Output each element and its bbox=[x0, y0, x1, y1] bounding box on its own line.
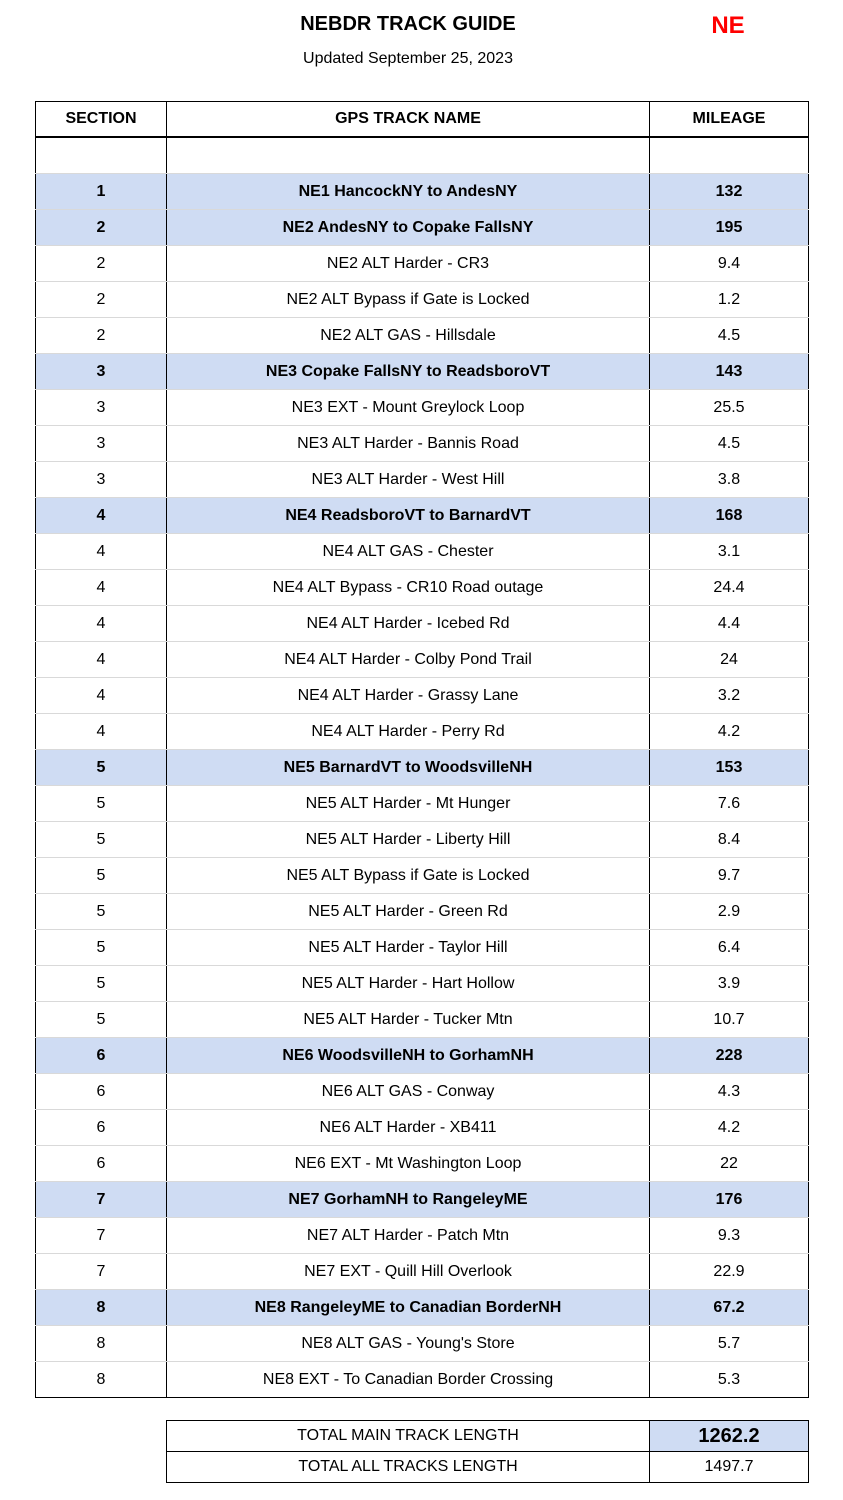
table-row bbox=[36, 894, 809, 930]
mileage-cell: 132 bbox=[650, 174, 809, 210]
section-cell: 6 bbox=[36, 1110, 167, 1146]
section-cell: 5 bbox=[36, 750, 167, 786]
track-name-cell: NE5 ALT Harder - Mt Hunger bbox=[167, 786, 650, 822]
mileage-cell: 3.2 bbox=[650, 678, 809, 714]
mileage-cell: 9.4 bbox=[650, 246, 809, 282]
mileage-cell bbox=[650, 137, 809, 174]
mileage-cell: 4.3 bbox=[650, 1074, 809, 1110]
table-row bbox=[36, 822, 809, 858]
totals-table bbox=[166, 1420, 809, 1483]
track-name-cell: NE5 ALT Bypass if Gate is Locked bbox=[167, 858, 650, 894]
mileage-cell: 9.3 bbox=[650, 1218, 809, 1254]
column-header-track-name: GPS TRACK NAME bbox=[167, 102, 650, 138]
section-cell: 3 bbox=[36, 354, 167, 390]
track-name-cell: NE2 ALT Bypass if Gate is Locked bbox=[167, 282, 650, 318]
section-cell: 4 bbox=[36, 642, 167, 678]
track-name-cell: NE8 EXT - To Canadian Border Crossing bbox=[167, 1362, 650, 1398]
track-name-cell: NE4 ALT Harder - Perry Rd bbox=[167, 714, 650, 750]
track-name-cell: NE4 ALT Harder - Icebed Rd bbox=[167, 606, 650, 642]
section-cell: 3 bbox=[36, 426, 167, 462]
section-cell: 2 bbox=[36, 246, 167, 282]
section-cell: 5 bbox=[36, 930, 167, 966]
track-name-cell: NE5 BarnardVT to WoodsvilleNH bbox=[167, 750, 650, 786]
page-title: NEBDR TRACK GUIDE bbox=[300, 13, 516, 35]
table-row bbox=[36, 714, 809, 750]
track-name-cell: NE7 EXT - Quill Hill Overlook bbox=[167, 1254, 650, 1290]
table-row bbox=[36, 282, 809, 318]
table-row bbox=[36, 1146, 809, 1182]
region-badge: NE bbox=[711, 12, 745, 39]
table-row bbox=[36, 534, 809, 570]
table-row bbox=[36, 1290, 809, 1326]
section-cell: 8 bbox=[36, 1326, 167, 1362]
track-name-cell: NE8 RangeleyME to Canadian BorderNH bbox=[167, 1290, 650, 1326]
mileage-cell: 4.2 bbox=[650, 714, 809, 750]
section-cell: 7 bbox=[36, 1182, 167, 1218]
table-header-row bbox=[36, 102, 809, 138]
mileage-cell: 143 bbox=[650, 354, 809, 390]
total-all-value: 1497.7 bbox=[650, 1452, 809, 1483]
section-cell: 4 bbox=[36, 714, 167, 750]
table-row bbox=[36, 570, 809, 606]
section-cell: 4 bbox=[36, 606, 167, 642]
track-name-cell: NE4 ReadsboroVT to BarnardVT bbox=[167, 498, 650, 534]
section-cell: 6 bbox=[36, 1146, 167, 1182]
section-cell: 5 bbox=[36, 966, 167, 1002]
table-row bbox=[36, 318, 809, 354]
mileage-cell: 8.4 bbox=[650, 822, 809, 858]
table-row bbox=[36, 1038, 809, 1074]
table-row bbox=[36, 1362, 809, 1398]
mileage-cell: 2.9 bbox=[650, 894, 809, 930]
table-row bbox=[36, 1218, 809, 1254]
section-cell: 6 bbox=[36, 1074, 167, 1110]
mileage-cell: 228 bbox=[650, 1038, 809, 1074]
table-row bbox=[36, 1254, 809, 1290]
mileage-cell: 25.5 bbox=[650, 390, 809, 426]
track-name-cell: NE7 GorhamNH to RangeleyME bbox=[167, 1182, 650, 1218]
section-cell: 2 bbox=[36, 318, 167, 354]
track-table-body bbox=[36, 137, 809, 1398]
section-cell: 7 bbox=[36, 1218, 167, 1254]
track-name-cell: NE5 ALT Harder - Green Rd bbox=[167, 894, 650, 930]
mileage-cell: 24 bbox=[650, 642, 809, 678]
track-name-cell: NE6 ALT GAS - Conway bbox=[167, 1074, 650, 1110]
section-cell: 5 bbox=[36, 858, 167, 894]
total-main-row bbox=[167, 1421, 809, 1452]
section-cell bbox=[36, 137, 167, 174]
track-name-cell: NE1 HancockNY to AndesNY bbox=[167, 174, 650, 210]
track-name-cell: NE5 ALT Harder - Tucker Mtn bbox=[167, 1002, 650, 1038]
mileage-cell: 168 bbox=[650, 498, 809, 534]
section-cell: 5 bbox=[36, 1002, 167, 1038]
mileage-cell: 24.4 bbox=[650, 570, 809, 606]
track-name-cell: NE4 ALT Bypass - CR10 Road outage bbox=[167, 570, 650, 606]
section-cell: 4 bbox=[36, 498, 167, 534]
track-name-cell: NE4 ALT Harder - Colby Pond Trail bbox=[167, 642, 650, 678]
section-cell: 4 bbox=[36, 678, 167, 714]
table-row bbox=[36, 1326, 809, 1362]
track-name-cell: NE5 ALT Harder - Taylor Hill bbox=[167, 930, 650, 966]
table-row bbox=[36, 1110, 809, 1146]
mileage-cell: 195 bbox=[650, 210, 809, 246]
track-name-cell: NE4 ALT GAS - Chester bbox=[167, 534, 650, 570]
total-all-row bbox=[167, 1452, 809, 1483]
track-name-cell: NE6 EXT - Mt Washington Loop bbox=[167, 1146, 650, 1182]
section-cell: 5 bbox=[36, 822, 167, 858]
track-name-cell: NE6 WoodsvilleNH to GorhamNH bbox=[167, 1038, 650, 1074]
section-cell: 5 bbox=[36, 786, 167, 822]
mileage-cell: 10.7 bbox=[650, 1002, 809, 1038]
mileage-cell: 67.2 bbox=[650, 1290, 809, 1326]
track-name-cell: NE2 ALT Harder - CR3 bbox=[167, 246, 650, 282]
section-cell: 2 bbox=[36, 282, 167, 318]
table-row bbox=[36, 210, 809, 246]
table-row bbox=[36, 462, 809, 498]
mileage-cell: 3.1 bbox=[650, 534, 809, 570]
section-cell: 5 bbox=[36, 894, 167, 930]
track-table bbox=[35, 101, 809, 1398]
table-row bbox=[36, 1002, 809, 1038]
mileage-cell: 22 bbox=[650, 1146, 809, 1182]
track-name-cell: NE2 AndesNY to Copake FallsNY bbox=[167, 210, 650, 246]
mileage-cell: 9.7 bbox=[650, 858, 809, 894]
mileage-cell: 4.2 bbox=[650, 1110, 809, 1146]
track-name-cell: NE3 EXT - Mount Greylock Loop bbox=[167, 390, 650, 426]
track-name-cell: NE3 ALT Harder - West Hill bbox=[167, 462, 650, 498]
mileage-cell: 4.5 bbox=[650, 426, 809, 462]
total-main-value: 1262.2 bbox=[650, 1421, 809, 1452]
track-name-cell: NE8 ALT GAS - Young's Store bbox=[167, 1326, 650, 1362]
section-cell: 2 bbox=[36, 210, 167, 246]
track-name-cell: NE3 ALT Harder - Bannis Road bbox=[167, 426, 650, 462]
table-row bbox=[36, 498, 809, 534]
table-row bbox=[36, 750, 809, 786]
track-name-cell: NE2 ALT GAS - Hillsdale bbox=[167, 318, 650, 354]
section-cell: 1 bbox=[36, 174, 167, 210]
table-row bbox=[36, 966, 809, 1002]
section-cell: 7 bbox=[36, 1254, 167, 1290]
table-row bbox=[36, 606, 809, 642]
mileage-cell: 5.7 bbox=[650, 1326, 809, 1362]
mileage-cell: 153 bbox=[650, 750, 809, 786]
table-row bbox=[36, 354, 809, 390]
track-name-cell bbox=[167, 137, 650, 174]
table-row bbox=[36, 930, 809, 966]
table-row bbox=[36, 678, 809, 714]
table-row bbox=[36, 786, 809, 822]
table-row bbox=[36, 426, 809, 462]
section-cell: 8 bbox=[36, 1290, 167, 1326]
table-row bbox=[36, 858, 809, 894]
mileage-cell: 22.9 bbox=[650, 1254, 809, 1290]
table-row bbox=[36, 246, 809, 282]
table-row bbox=[36, 642, 809, 678]
mileage-cell: 4.5 bbox=[650, 318, 809, 354]
mileage-cell: 4.4 bbox=[650, 606, 809, 642]
section-cell: 4 bbox=[36, 534, 167, 570]
section-cell: 3 bbox=[36, 462, 167, 498]
mileage-cell: 3.8 bbox=[650, 462, 809, 498]
table-row bbox=[36, 137, 809, 174]
total-main-label: TOTAL MAIN TRACK LENGTH bbox=[167, 1421, 650, 1452]
track-name-cell: NE5 ALT Harder - Hart Hollow bbox=[167, 966, 650, 1002]
section-cell: 8 bbox=[36, 1362, 167, 1398]
mileage-cell: 5.3 bbox=[650, 1362, 809, 1398]
mileage-cell: 7.6 bbox=[650, 786, 809, 822]
table-row bbox=[36, 390, 809, 426]
mileage-cell: 3.9 bbox=[650, 966, 809, 1002]
track-name-cell: NE3 Copake FallsNY to ReadsboroVT bbox=[167, 354, 650, 390]
section-cell: 4 bbox=[36, 570, 167, 606]
mileage-cell: 176 bbox=[650, 1182, 809, 1218]
total-all-label: TOTAL ALL TRACKS LENGTH bbox=[167, 1452, 650, 1483]
section-cell: 6 bbox=[36, 1038, 167, 1074]
table-row bbox=[36, 1182, 809, 1218]
section-cell: 3 bbox=[36, 390, 167, 426]
track-name-cell: NE7 ALT Harder - Patch Mtn bbox=[167, 1218, 650, 1254]
updated-date: Updated September 25, 2023 bbox=[303, 50, 513, 67]
track-name-cell: NE4 ALT Harder - Grassy Lane bbox=[167, 678, 650, 714]
track-name-cell: NE6 ALT Harder - XB411 bbox=[167, 1110, 650, 1146]
track-name-cell: NE5 ALT Harder - Liberty Hill bbox=[167, 822, 650, 858]
column-header-section: SECTION bbox=[36, 102, 167, 138]
table-row bbox=[36, 1074, 809, 1110]
mileage-cell: 6.4 bbox=[650, 930, 809, 966]
column-header-mileage: MILEAGE bbox=[650, 102, 809, 138]
mileage-cell: 1.2 bbox=[650, 282, 809, 318]
table-row bbox=[36, 174, 809, 210]
